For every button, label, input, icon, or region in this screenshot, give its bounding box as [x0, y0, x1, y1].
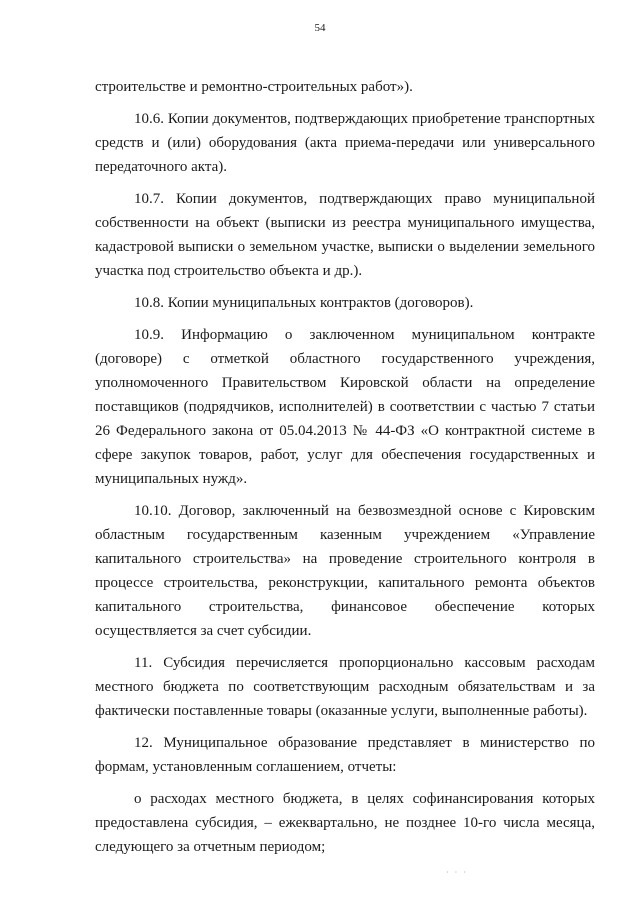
- paragraph-10-8: 10.8. Копии муниципальных контрактов (договоров).: [134, 295, 474, 311]
- paragraph-10-9: 10.9. Информацию о заключенном муниципальном контракте (договоре) с отметкой областного государственного учреждения, уполномоченного Правительством Кировской области на определение поставщиков (подрядчиков, исполнителей) в соответствии с частью 7 статьи 26 Федерального закона от 05.04.2013 № 44-ФЗ «О контрактной системе в сфере закупок товаров, работ, услуг для обеспечения государственных и муниципальных нужд».: [95, 327, 595, 487]
- document-body: [95, 75, 595, 867]
- paragraph-continuation: строительстве и ремонтно-строительных работ»).: [95, 79, 413, 95]
- paragraph-11: 11. Субсидия перечисляется пропорционально кассовым расходам местного бюджета по соответствующим расходным обязательствам и за фактически поставленные товары (оказанные услуги, выполненные работы).: [95, 655, 595, 719]
- paragraph-12-report-item: о расходах местного бюджета, в целях софинансирования которых предоставлена субсидия, – ежеквартально, не позднее 10-го числа месяца, следующего за отчетным периодом;: [95, 791, 595, 855]
- page-number: 54: [314, 22, 326, 34]
- paragraph-12: 12. Муниципальное образование представляет в министерство по формам, установленным соглашением, отчеты:: [95, 735, 595, 775]
- paragraph-10-6: 10.6. Копии документов, подтверждающих приобретение транспортных средств и (или) оборудования (акта приема-передачи или универсального передаточного акта).: [95, 111, 595, 175]
- paragraph-10-10: 10.10. Договор, заключенный на безвозмездной основе с Кировским областным государственным казенным учреждением «Управление капитального строительства» на проведение строительного контроля в процессе строительства, реконструкции, капитального ремонта объектов капитального строительства, финансовое обеспечение которых осуществляется за счет субсидии.: [95, 503, 595, 639]
- scan-artifact: · · ·: [446, 868, 468, 877]
- paragraph-10-7: 10.7. Копии документов, подтверждающих право муниципальной собственности на объект (выписки из реестра муниципального имущества, кадастровой выписки о земельном участке, выписки о выделении земельного участка под строительство объекта и др.).: [95, 191, 595, 279]
